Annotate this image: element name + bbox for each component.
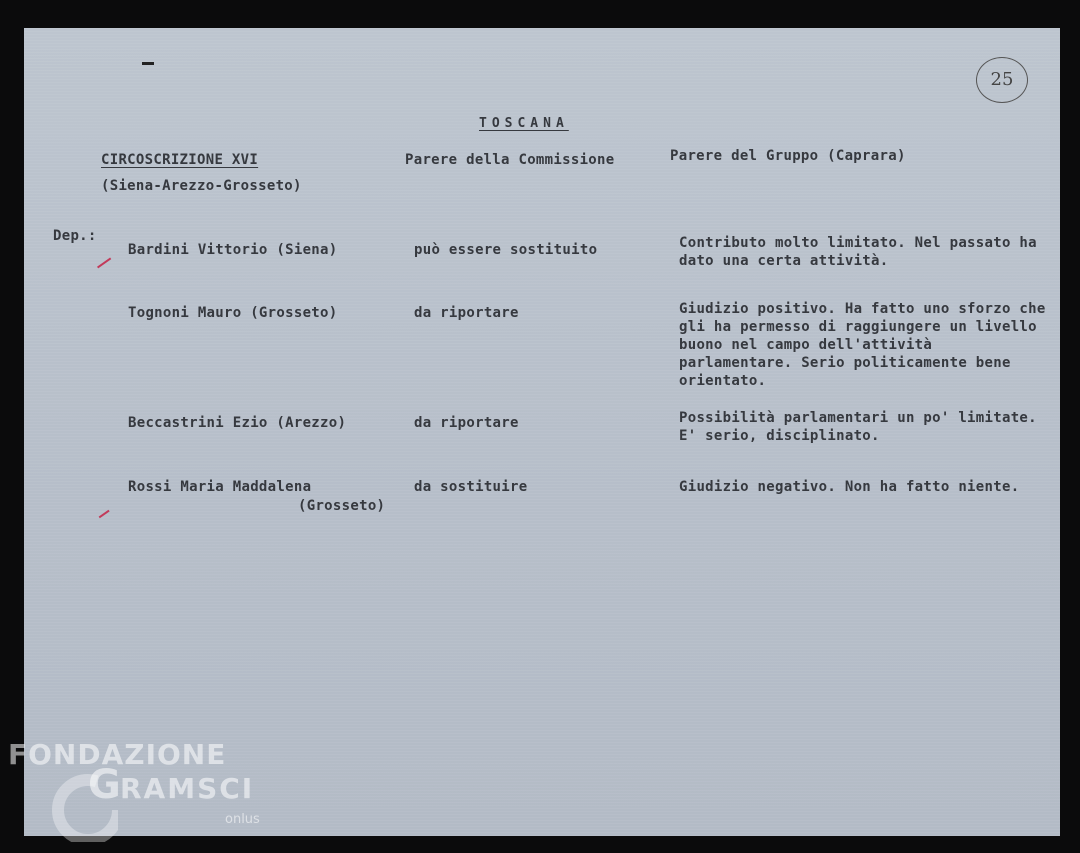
group-opinion: Possibilità parlamentari un po' limitate. E' serio, disciplinato. <box>679 410 1037 444</box>
deputy-name-province: (Grosseto) <box>298 498 386 514</box>
group-opinion: Contributo molto limitato. Nel passato ha dato una certa attività. <box>679 235 1037 269</box>
watermark-suffix: onlus <box>225 812 260 827</box>
watermark-line1: FONDAZIONE <box>8 738 227 771</box>
watermark-logo-letter: G <box>88 762 121 808</box>
red-pencil-mark <box>99 510 110 518</box>
typewritten-page <box>24 28 1060 836</box>
deputy-name: Bardini Vittorio (Siena) <box>128 242 338 258</box>
column-header-commission: Parere della Commissione <box>405 152 615 168</box>
district-heading: CIRCOSCRIZIONE XVI <box>101 152 259 168</box>
document-title: TOSCANA <box>479 116 569 131</box>
deputy-name: Tognoni Mauro (Grosseto) <box>128 305 338 321</box>
commission-opinion: da riportare <box>414 305 519 321</box>
page-number-circle: 25 <box>976 57 1028 103</box>
group-opinion: Giudizio positivo. Ha fatto uno sforzo che gli ha permesso di raggiungere un livello buono nel campo dell'attività parlamentare. Serio politicamente bene orientato. <box>679 301 1046 389</box>
deputies-prefix: Dep.: <box>53 228 97 244</box>
deputy-name: Beccastrini Ezio (Arezzo) <box>128 415 347 431</box>
ink-speck <box>142 62 154 65</box>
group-opinion: Giudizio negativo. Non ha fatto niente. <box>679 479 1020 495</box>
commission-opinion: da riportare <box>414 415 519 431</box>
watermark-line2: RAMSCI <box>120 772 255 805</box>
commission-opinion: può essere sostituito <box>414 242 598 258</box>
deputy-name: Rossi Maria Maddalena <box>128 479 312 495</box>
district-area: (Siena-Arezzo-Grosseto) <box>101 178 302 194</box>
red-pencil-mark <box>97 258 111 268</box>
commission-opinion: da sostituire <box>414 479 528 495</box>
column-header-group: Parere del Gruppo (Caprara) <box>670 148 906 164</box>
